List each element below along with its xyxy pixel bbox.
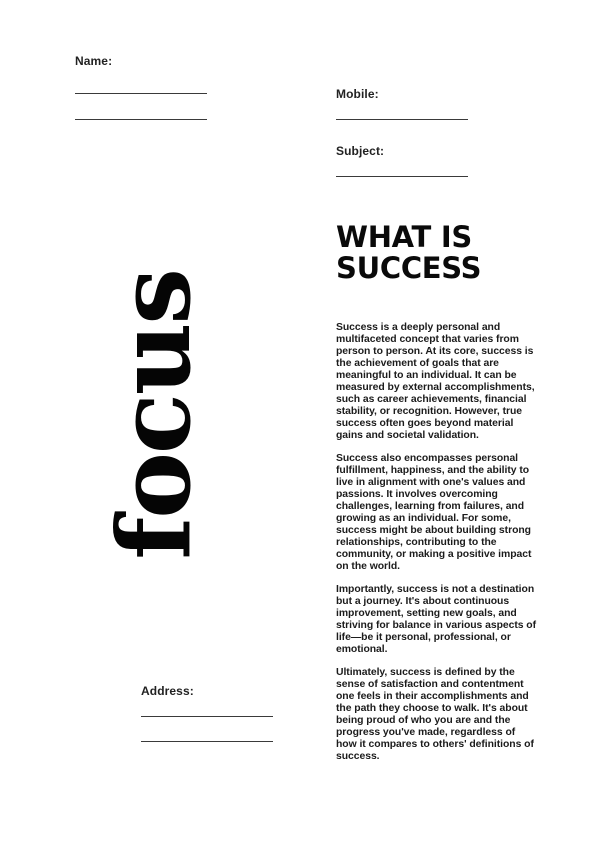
address-line-2[interactable] — [141, 741, 273, 742]
focus-decorative-word: focus — [95, 270, 213, 560]
subject-line[interactable] — [336, 176, 468, 177]
address-line-1[interactable] — [141, 716, 273, 717]
mobile-line[interactable] — [336, 119, 468, 120]
name-line-2[interactable] — [75, 119, 207, 120]
name-label: Name: — [75, 54, 113, 68]
article-title — [336, 222, 576, 284]
article-paragraph: Ultimately, success is defined by the sense of satisfaction and contentment one feels in their accomplishments and the path they choose to walk. It's about being proud of who you are and the progress you've made, regardless of how it compares to others' definitions of success. — [336, 667, 534, 762]
mobile-label: Mobile: — [336, 87, 379, 101]
article-paragraph: Importantly, success is not a destination but a journey. It's about continuous improvement, setting new goals, and striving for balance in various aspects of life—be it personal, professional, or emotional. — [336, 584, 537, 655]
subject-label: Subject: — [336, 144, 385, 158]
address-label: Address: — [141, 684, 194, 698]
article-title-line-1: WHAT IS — [336, 220, 472, 254]
article-paragraph: Success is a deeply personal and multifaceted concept that varies from person to person. At its core, success is the achievement of goals that are meaningful to an individual. It can be measured by external accomplishments, such as career achievements, financial stability, or recognition. However, true success often goes beyond material gains and societal validation. — [336, 322, 535, 441]
article-title-line-2: SUCCESS — [336, 251, 482, 285]
article-paragraph: Success also encompasses personal fulfillment, happiness, and the ability to live in alignment with one's values and passions. It involves overcoming challenges, learning from failures, and growing as an individual. For some, success might be about building strong relationships, contributing to the community, or making a positive impact on the world. — [336, 453, 532, 572]
name-line-1[interactable] — [75, 93, 207, 94]
article-body — [336, 322, 536, 774]
